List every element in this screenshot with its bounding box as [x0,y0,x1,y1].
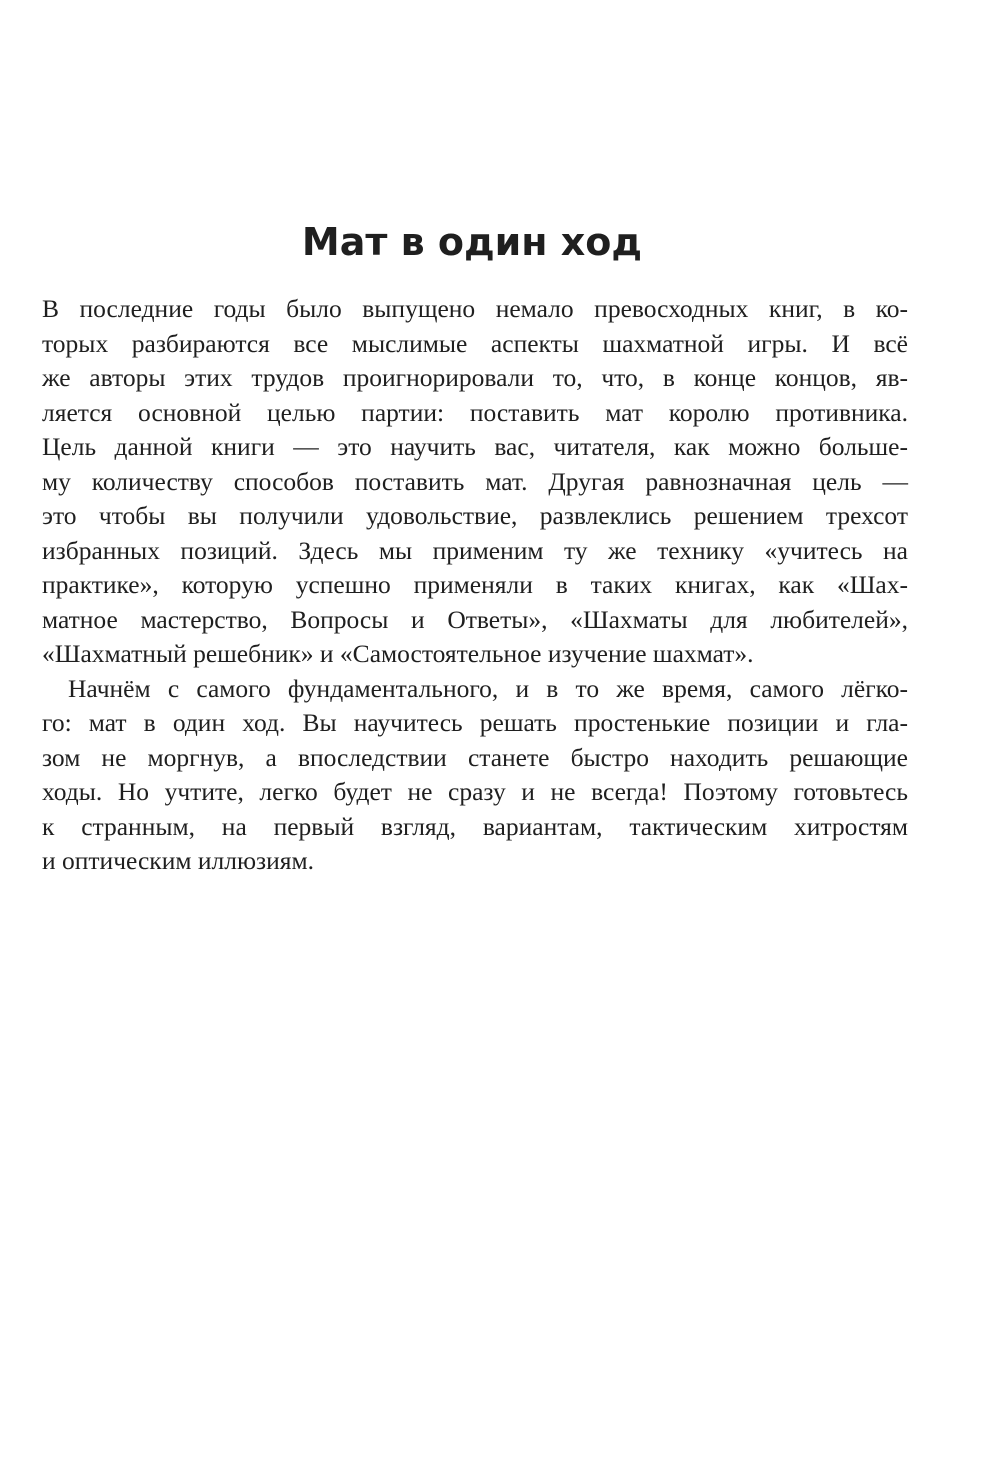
text-line: Цель данной книги — это научить вас, читателя, как можно больше- [42,432,908,461]
page-title: Мат в один ход [301,220,643,264]
paragraph-1 [42,292,908,672]
paragraph-2 [42,672,908,879]
text-line: В последние годы было выпущено немало превосходных книг, в ко- [42,294,908,323]
text-line: к странным, на первый взгляд, вариантам, тактическим хитростям [42,811,908,841]
text-line: торых разбираются все мыслимые аспекты шахматной игры. И всё [42,328,908,358]
text-line: зом не моргнув, а впоследствии станете быстро находить решающие [42,742,908,772]
body-text [42,292,908,879]
text-line: «Шахматный решебник» и «Самостоятельное изучение шахмат». [42,639,754,668]
text-line: ходы. Но учтите, легко будет не сразу и не всегда! Поэтому готовьтесь [42,777,908,806]
text-line: матное мастерство, Вопросы и Ответы», «Шахматы для любителей», [42,604,908,634]
text-line: го: мат в один ход. Вы научитесь решать простенькие позиции и гла- [42,708,908,737]
text-line: ляется основной целью партии: поставить мат королю противника. [42,397,908,427]
text-line: и оптическим иллюзиям. [42,846,314,875]
text-line: избранных позиций. Здесь мы применим ту же технику «учитесь на [42,535,908,565]
text-line: му количеству способов поставить мат. Другая равнозначная цель — [42,466,908,496]
text-line: же авторы этих трудов проигнорировали то, что, в конце концов, яв- [42,363,908,392]
text-line: это чтобы вы получили удовольствие, развлеклись решением трехсот [42,501,908,530]
text-line: Начнём с самого фундаментального, и в то же время, самого лёгко- [68,673,908,703]
text-line: практике», которую успешно применяли в таких книгах, как «Шах- [42,570,908,599]
